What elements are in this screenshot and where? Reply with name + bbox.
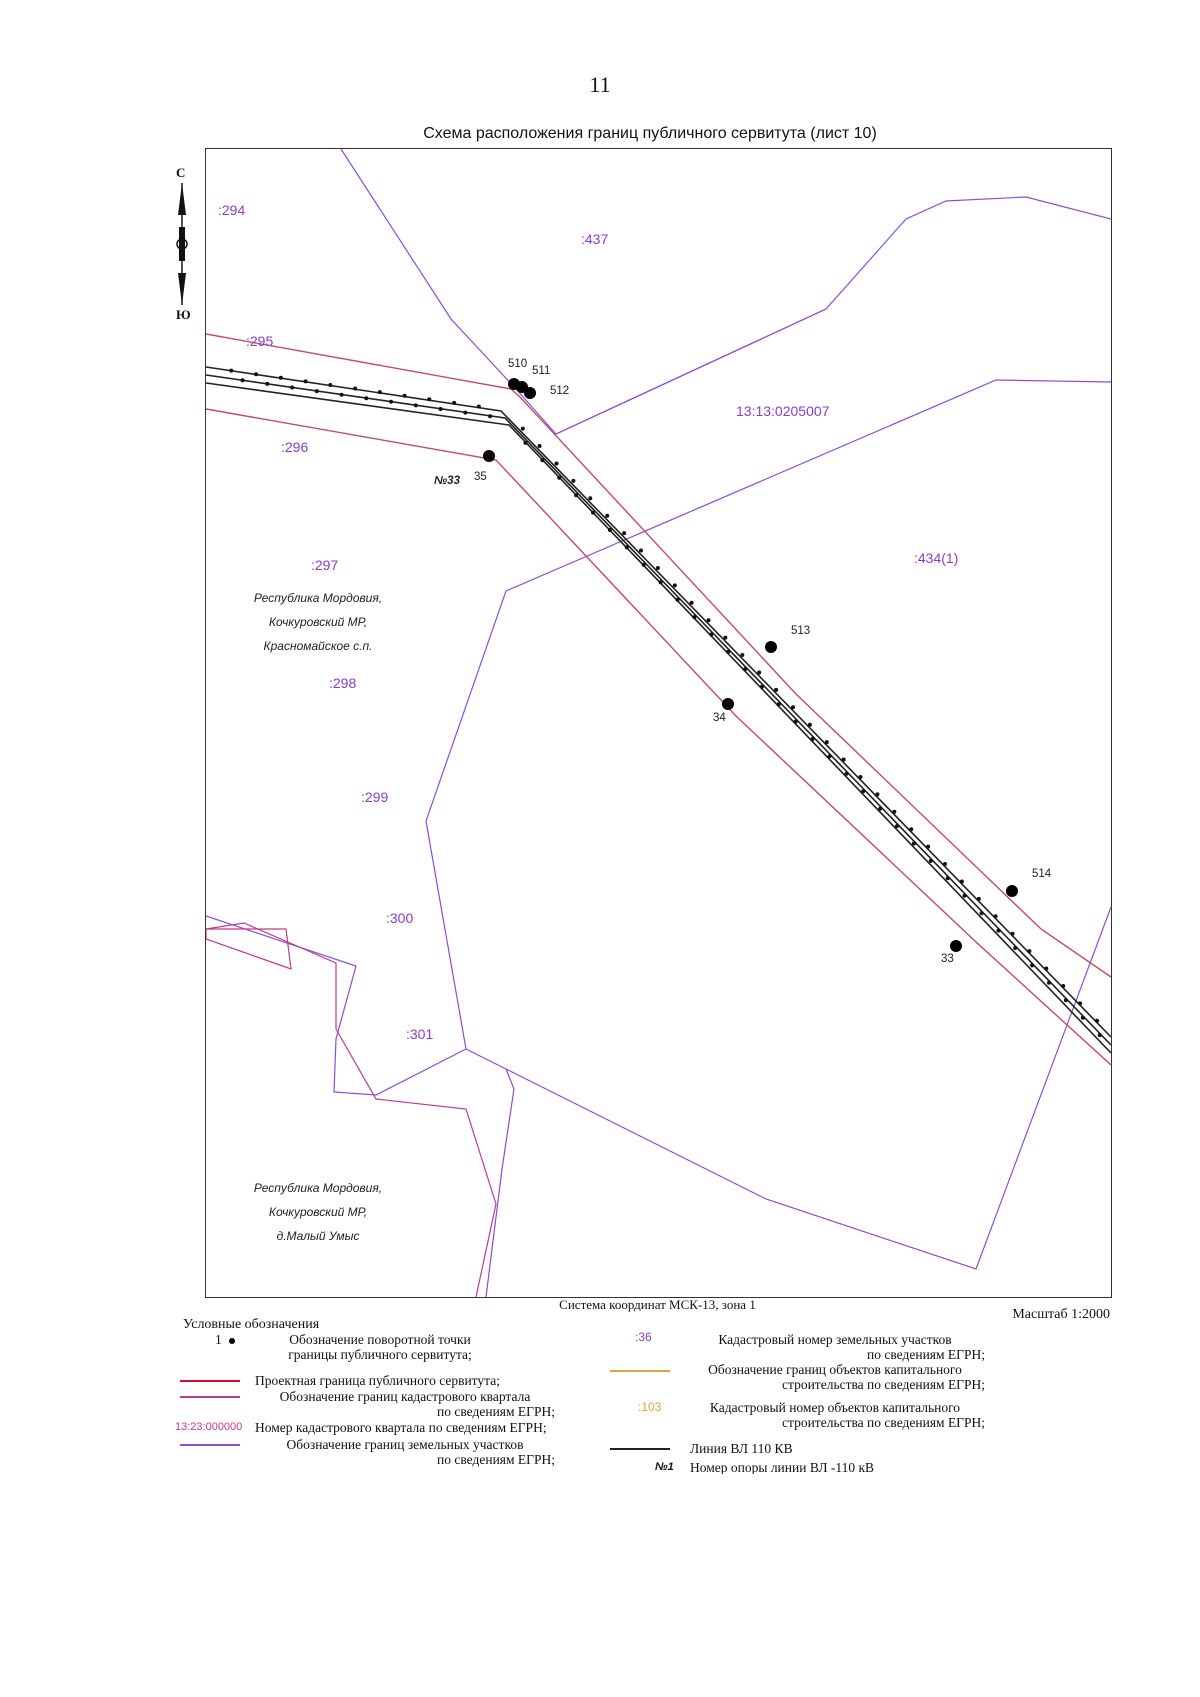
wire-dot	[463, 411, 467, 415]
wire-dot	[946, 876, 950, 880]
wire-dot	[1064, 998, 1068, 1002]
wire-dot	[1030, 963, 1034, 967]
legend-building-num-1: Кадастровый номер объектов капитального	[709, 1400, 961, 1415]
servitude-border-north	[206, 334, 1111, 977]
wire-dot	[538, 444, 542, 448]
legend-building-border-1: Обозначение границ объектов капитального	[708, 1362, 962, 1377]
parcel-label-437: :437	[581, 231, 609, 247]
wire-dot	[875, 792, 879, 796]
turning-point-35	[483, 450, 495, 462]
parcel-label-300: :300	[386, 910, 414, 926]
wire-dot	[1044, 967, 1048, 971]
parcel-borders	[206, 149, 1111, 1297]
wire-dot	[960, 880, 964, 884]
compass-arrow-icon	[170, 165, 200, 325]
region-2-line-3: д.Малый Умыс	[276, 1229, 360, 1243]
wire-dot	[571, 479, 575, 483]
wire-dot	[557, 476, 561, 480]
wire-dot	[794, 720, 798, 724]
legend-quarter-line-icon	[180, 1396, 240, 1398]
wire-dot	[909, 827, 913, 831]
legend-quarter-num: Номер кадастрового квартала по сведениям ЕГРН;	[255, 1420, 547, 1435]
parcel-label-301: :301	[406, 1026, 434, 1042]
wire-dot	[825, 740, 829, 744]
wire-dot	[811, 737, 815, 741]
point-label-35: 35	[474, 471, 487, 483]
quarter-label: 13:13:0205007	[736, 403, 830, 419]
turning-point-514	[1006, 885, 1018, 897]
wire-dot	[378, 390, 382, 394]
point-label-34: 34	[713, 712, 726, 724]
wire-dot	[791, 705, 795, 709]
parcel-border	[556, 197, 1111, 434]
region-2-line-1: Республика Мордовия,	[253, 1181, 383, 1195]
wire-dot	[605, 514, 609, 518]
wire-dot	[844, 772, 848, 776]
wire-dot	[963, 894, 967, 898]
legend-pole-sample: №1	[655, 1461, 674, 1473]
wire-dot	[743, 667, 747, 671]
page-number: 11	[589, 72, 611, 97]
turning-point-513	[765, 641, 777, 653]
turning-point-33	[950, 940, 962, 952]
wire-dot	[364, 396, 368, 400]
legend-pole: Номер опоры линии ВЛ -110 кВ	[690, 1460, 875, 1474]
wire-dot	[929, 859, 933, 863]
wire-dot	[994, 914, 998, 918]
wire-dot	[996, 929, 1000, 933]
wire-dot	[723, 636, 727, 640]
wire-dot	[477, 405, 481, 409]
servitude-border	[206, 334, 1111, 1065]
legend-quarter-border-2: по сведениям ЕГРН;	[437, 1404, 555, 1419]
legend-point-number: 1	[215, 1332, 222, 1347]
legend-building-num-sample: :103	[638, 1400, 662, 1414]
legend-parcel-border-2: по сведениям ЕГРН;	[437, 1452, 555, 1467]
legend-servitude-line-icon	[180, 1380, 240, 1382]
wire-dot	[540, 458, 544, 462]
wire-dot	[861, 789, 865, 793]
point-label-511: 511	[532, 365, 551, 377]
wire-dot	[1013, 946, 1017, 950]
wire-dot	[980, 911, 984, 915]
map-canvas	[205, 148, 1112, 1298]
legend-parcel-num	[685, 1332, 985, 1362]
parcel-label-434-1: :434(1)	[914, 550, 959, 566]
point-label-514: 514	[1032, 868, 1052, 880]
wire-dot	[591, 511, 595, 515]
wire-dot	[389, 400, 393, 404]
wire-dot	[740, 653, 744, 657]
legend-point-num	[215, 1332, 235, 1347]
parcel-border	[426, 591, 506, 1049]
legend-servitude: Проектная граница публичного сервитута;	[255, 1373, 500, 1388]
region-2-line-2: Кочкуровский МР,	[268, 1205, 368, 1219]
wire-dot	[304, 379, 308, 383]
wire-dot	[315, 389, 319, 393]
map-scale: Масштаб 1:2000	[1012, 1307, 1110, 1322]
wire-dot	[912, 842, 916, 846]
wire-dot	[757, 671, 761, 675]
wire-dot	[777, 702, 781, 706]
parcel-label-299: :299	[361, 789, 389, 805]
legend-parcel-num-sample: :36	[635, 1330, 652, 1344]
north-arrow	[170, 165, 200, 325]
parcel-label-296: :296	[281, 439, 309, 455]
legend-parcel-border	[255, 1437, 555, 1467]
wire-dot	[279, 376, 283, 380]
pole-label: №33	[434, 475, 460, 487]
wire-dot	[1081, 1016, 1085, 1020]
wire-dot	[254, 372, 258, 376]
wire-dot	[1078, 1001, 1082, 1005]
coordinate-system: Система координат МСК-13, зона 1	[559, 1297, 756, 1312]
wire-dot	[414, 403, 418, 407]
parcel-border	[506, 907, 1111, 1269]
point-label-512: 512	[550, 385, 570, 397]
map-title: Схема расположения границ публичного сервитута (лист 10)	[423, 125, 877, 142]
wire-dot	[229, 369, 233, 373]
wire-dot	[1027, 949, 1031, 953]
wire-dot	[555, 462, 559, 466]
legend-building-border	[685, 1362, 985, 1392]
wire-dot	[977, 897, 981, 901]
legend-quarter-num-sample: 13:23:000000	[175, 1421, 243, 1433]
parcel-label-295: :295	[246, 333, 274, 349]
wire-dot	[574, 493, 578, 497]
wire-dot	[639, 549, 643, 553]
wire-dot	[774, 688, 778, 692]
wire-dot	[709, 633, 713, 637]
parcel-label-298: :298	[329, 675, 357, 691]
legend-quarter-border	[255, 1389, 555, 1419]
wire-dot	[656, 566, 660, 570]
wire-dot	[859, 775, 863, 779]
wire-dot	[622, 531, 626, 535]
legend-building-num	[685, 1400, 985, 1430]
legend-building-border-2: строительства по сведениям ЕГРН;	[782, 1377, 985, 1392]
wire-dot	[676, 598, 680, 602]
legend-parcel-border-1: Обозначение границ земельных участков	[286, 1437, 524, 1452]
wire-dot	[488, 414, 492, 418]
wire-dot	[1061, 984, 1065, 988]
wire-dot	[692, 615, 696, 619]
wire-dot	[1098, 1033, 1102, 1037]
legend-point-dot-icon	[229, 1338, 235, 1344]
wire-dot	[878, 807, 882, 811]
turning-point-34	[722, 698, 734, 710]
wire-dot	[808, 723, 812, 727]
legend-quarter-border-1: Обозначение границ кадастрового квартала	[279, 1389, 531, 1404]
legend-parcel-line-icon	[180, 1444, 240, 1446]
wire-dot	[427, 397, 431, 401]
wire-dot	[726, 650, 730, 654]
region-1-line-3: Красномайское с.п.	[263, 639, 373, 653]
wire-dot	[328, 383, 332, 387]
wire-dot	[608, 528, 612, 532]
legend-point-desc-2: границы публичного сервитута;	[288, 1347, 472, 1362]
point-label-513: 513	[791, 625, 811, 637]
wire-dot	[340, 393, 344, 397]
region-1-line-1: Республика Мордовия,	[253, 591, 383, 605]
legend-power-line: Линия ВЛ 110 КВ	[690, 1441, 793, 1456]
wire-dot	[524, 441, 528, 445]
wire-dot	[1011, 932, 1015, 936]
wire-dot	[265, 382, 269, 386]
legend-building-num-2: строительства по сведениям ЕГРН;	[782, 1415, 985, 1430]
wire-dot	[895, 824, 899, 828]
point-label-510: 510	[508, 358, 528, 370]
wire-dot	[926, 845, 930, 849]
wire-dot	[760, 685, 764, 689]
compass-north-label: С	[176, 165, 186, 180]
legend-point-text	[255, 1332, 505, 1362]
wire-dot	[452, 401, 456, 405]
power-line	[206, 367, 1111, 1053]
legend-building-line-icon	[610, 1370, 670, 1372]
parcel-label-297: :297	[311, 557, 339, 573]
wire-dot	[707, 618, 711, 622]
turning-point-512	[524, 387, 536, 399]
wire-dot	[943, 862, 947, 866]
servitude-border-south	[206, 409, 1111, 1065]
wire-dot	[625, 545, 629, 549]
parcel-label-294: :294	[218, 202, 246, 218]
legend-title: Условные обозначения	[183, 1317, 320, 1332]
parcel-border	[341, 149, 516, 389]
wire-dot	[290, 386, 294, 390]
wire-dot	[690, 601, 694, 605]
quarter-border	[206, 929, 291, 969]
wire-dot	[892, 810, 896, 814]
wire-dot	[588, 496, 592, 500]
wire-dot	[439, 407, 443, 411]
wire-dot	[642, 563, 646, 567]
legend-parcel-num-1: Кадастровый номер земельных участков	[718, 1332, 952, 1347]
compass-south-label: Ю	[176, 307, 191, 322]
wire-dot	[659, 580, 663, 584]
wire-dot	[1095, 1019, 1099, 1023]
wire-dot	[828, 754, 832, 758]
wire-dot	[842, 758, 846, 762]
wire-dot	[403, 394, 407, 398]
wire-dot	[353, 387, 357, 391]
wire-dot	[673, 583, 677, 587]
legend-power-line-icon	[610, 1448, 670, 1450]
wire-dot	[1047, 981, 1051, 985]
parcel-border	[206, 916, 514, 1297]
legend-point-desc-1: Обозначение поворотной точки	[289, 1332, 471, 1347]
region-1-line-2: Кочкуровский МР,	[268, 615, 368, 629]
point-label-33: 33	[941, 953, 954, 965]
wire-dot	[241, 378, 245, 382]
wire-dot	[521, 427, 525, 431]
legend-parcel-num-2: по сведениям ЕГРН;	[867, 1347, 985, 1362]
